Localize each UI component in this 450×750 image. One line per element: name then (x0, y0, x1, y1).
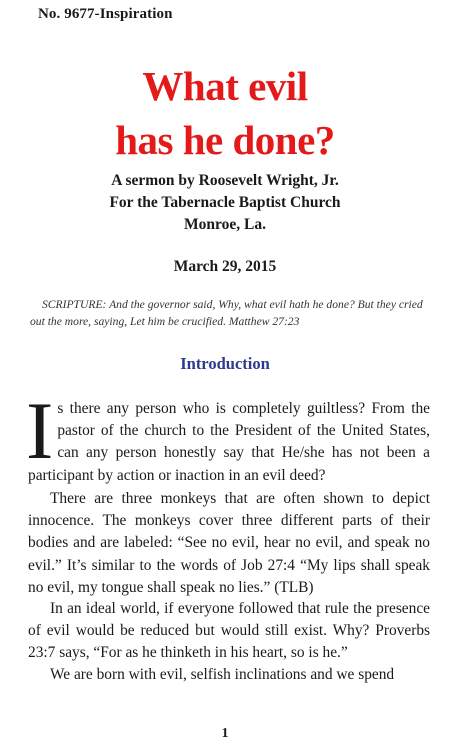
paragraph-1 (26, 385, 430, 487)
paragraph-3 (28, 598, 430, 665)
sermon-date: March 29, 2015 (173, 258, 277, 275)
sermon-title-line-1: What evil (142, 63, 308, 109)
page-number: 1 (221, 726, 229, 741)
paragraph-1-text: s there any person who is completely guiltless? From the pastor of the church to the President of the United States, can any person honestly say that He/she has not been a participant by action or inaction in an evil deed? (28, 400, 430, 484)
paragraph-2-text: There are three monkeys that are often shown to depict innocence. The monkeys cover three different parts of their bodies and are labeled: “See no evil, hear no evil, and speak no evil.” It’s similar to the words of Job 27:4 “My lips shall speak no evil, my tongue shall speak no lies.” (TLB) (28, 490, 430, 596)
drop-cap: I (26, 385, 54, 476)
paragraph-3-text: In an ideal world, if everyone followed that rule the presence of evil would be reduced but would still exist. Why? Proverbs 23:7 says, “For as he thinketh in his heart, so is he.” (28, 600, 430, 662)
byline-church: For the Tabernacle Baptist Church (109, 194, 341, 211)
paragraph-4 (28, 664, 430, 686)
paragraph-4-text: We are born with evil, selfish inclinations and we spend (50, 666, 395, 683)
introduction-heading: Introduction (180, 354, 270, 373)
byline-location: Monroe, La. (184, 216, 266, 233)
document-number: No. 9677-Inspiration (38, 6, 173, 22)
scripture-passage: SCRIPTURE: And the governor said, Why, what evil hath he done? But they cried out the more, saying, Let him be crucified. Matthew 27:23 (30, 298, 423, 328)
sermon-title-line-2: has he done? (115, 117, 335, 163)
paragraph-2 (28, 488, 430, 599)
byline-author: A sermon by Roosevelt Wright, Jr. (111, 172, 339, 189)
